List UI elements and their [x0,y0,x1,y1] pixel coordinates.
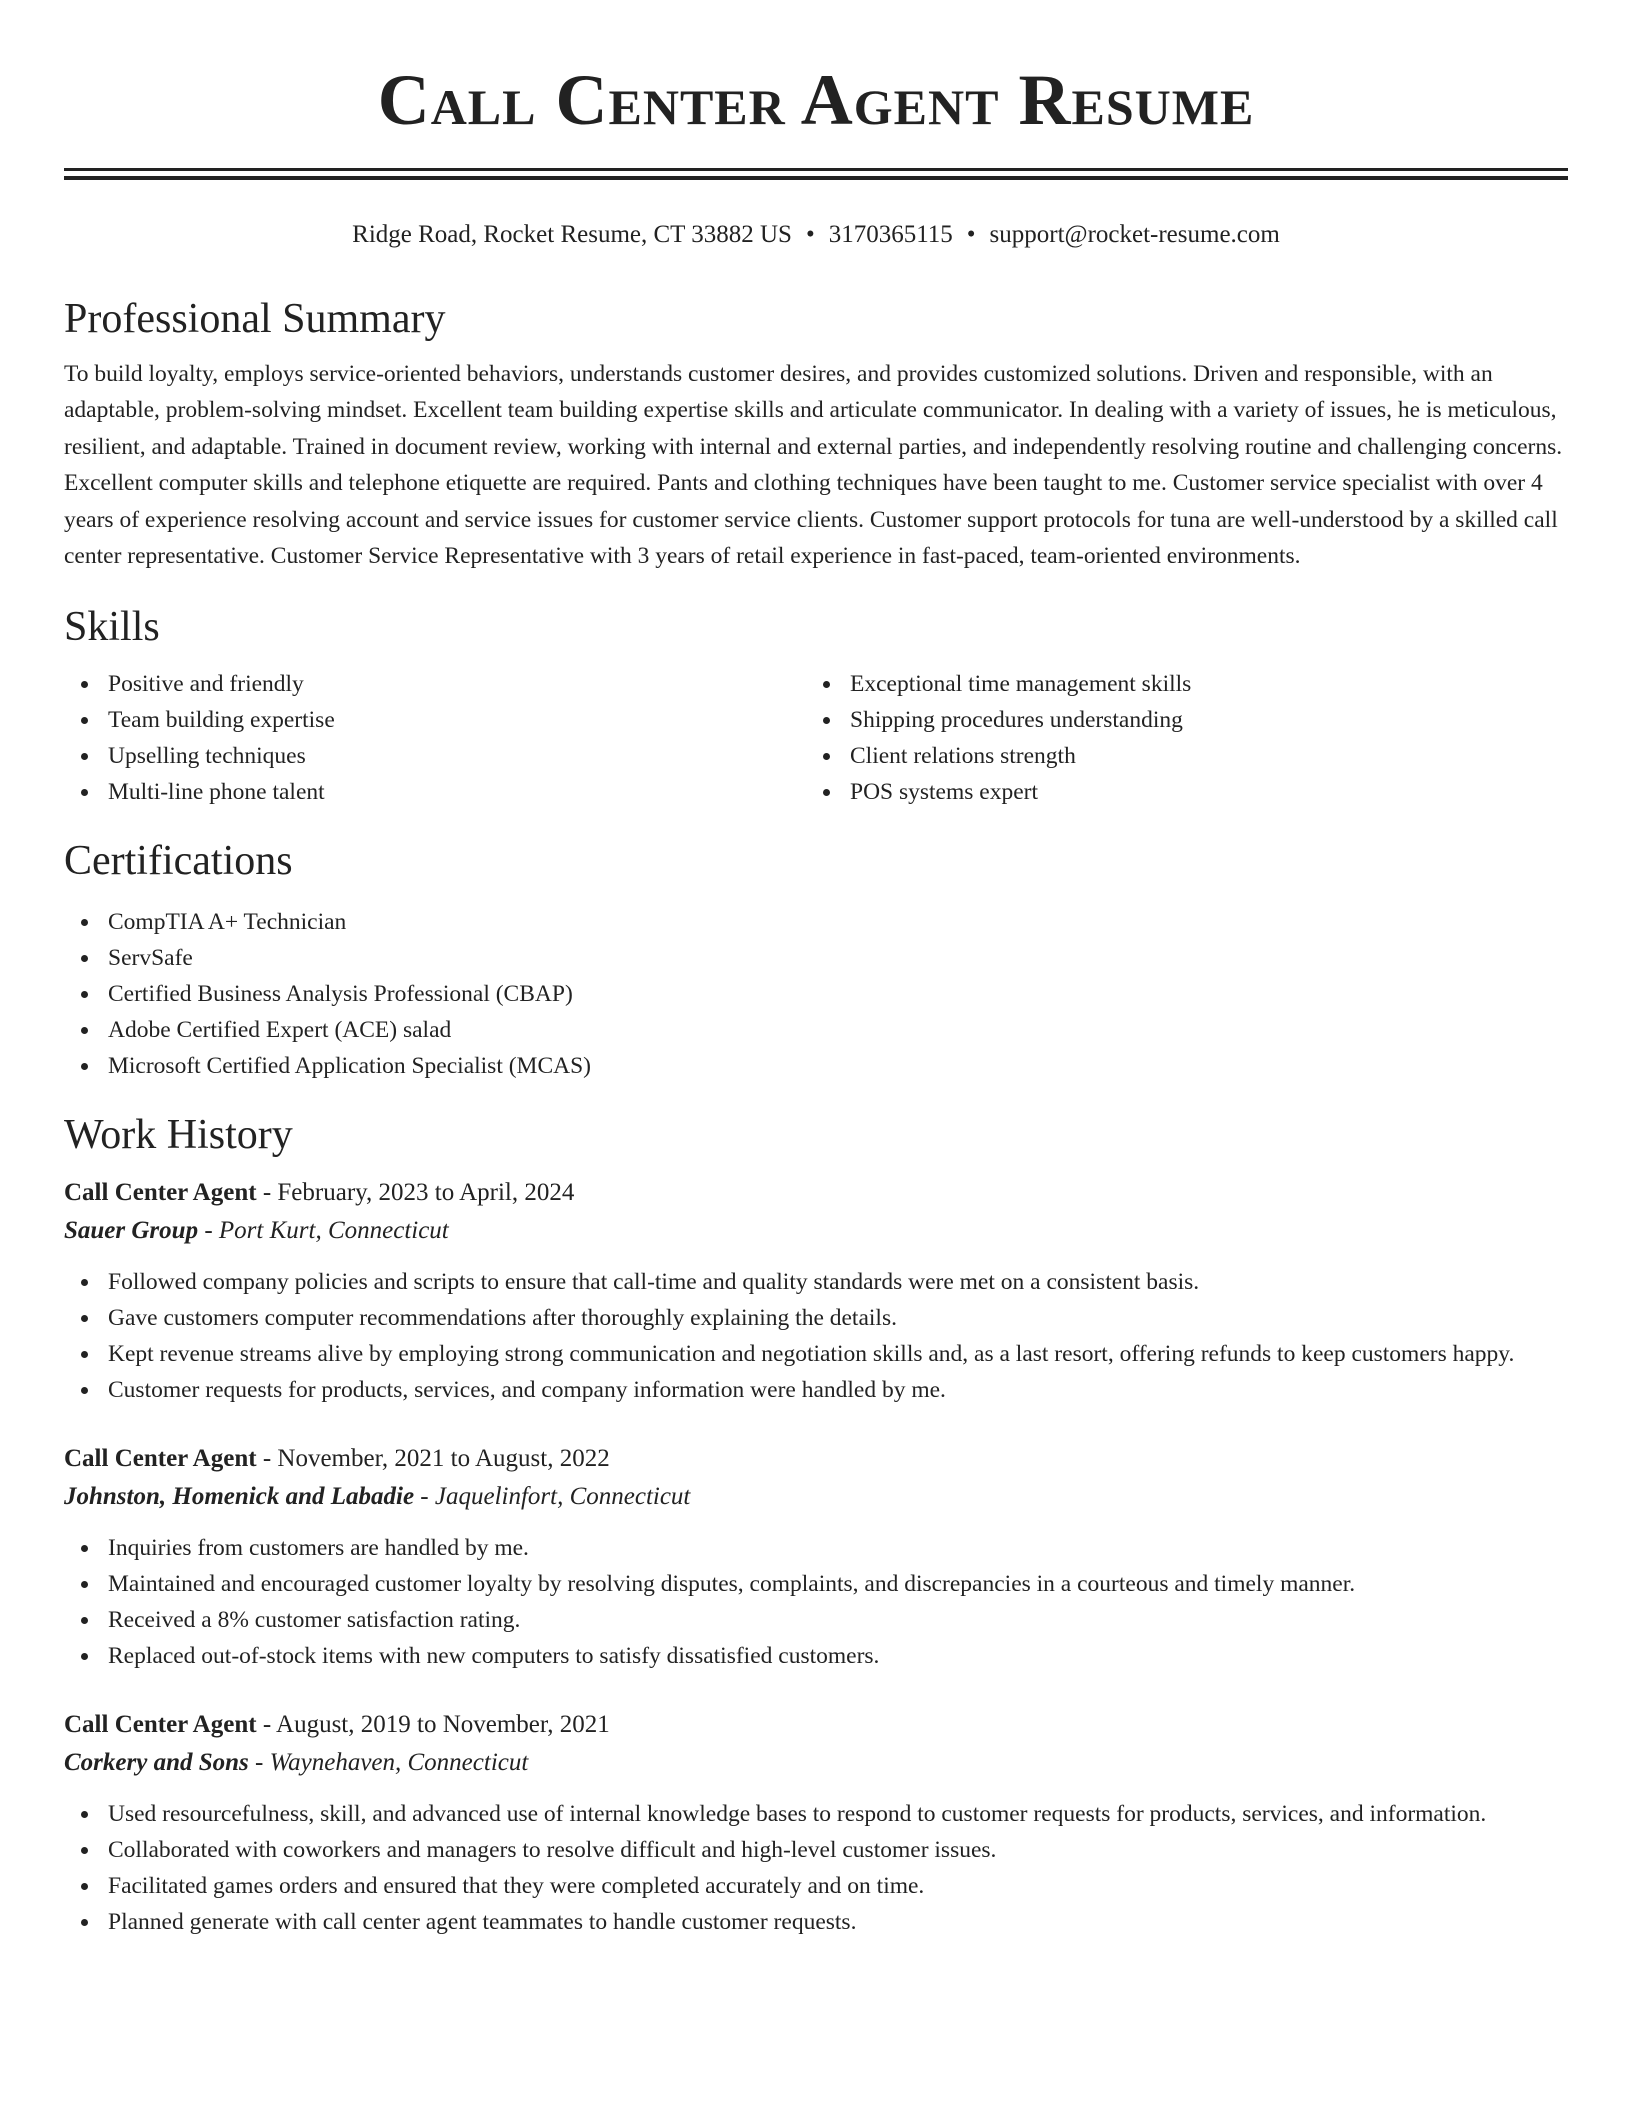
job-bullets [64,1796,1568,1940]
certification-item: Adobe Certified Expert (ACE) salad [64,1012,1568,1048]
contact-separator: • [805,221,815,248]
company-location: - Port Kurt, Connecticut [198,1217,449,1245]
certification-item: CompTIA A+ Technician [64,904,1568,940]
skill-item: Multi-line phone talent [64,774,806,810]
company-location: - Waynehaven, Connecticut [248,1749,529,1777]
skill-item: Shipping procedures understanding [806,702,1548,738]
certifications-list [64,904,1568,1084]
job-bullet: Inquiries from customers are handled by me. [64,1530,1568,1566]
job-entry [64,1440,1568,1674]
company-location: - Jaquelinfort, Connecticut [414,1483,691,1511]
contact-separator: • [966,221,976,248]
job-dates: - August, 2019 to November, 2021 [256,1711,610,1739]
skill-item: POS systems expert [806,774,1548,810]
contact-email: support@rocket-resume.com [989,221,1280,248]
certification-item: Microsoft Certified Application Specialist (MCAS) [64,1048,1568,1084]
company-name: Corkery and Sons [64,1749,249,1777]
job-title: Call Center Agent [64,1711,257,1739]
contact-phone: 3170365115 [828,221,953,248]
skill-item: Upselling techniques [64,738,806,774]
company-name: Sauer Group [64,1217,199,1245]
job-bullet: Received a 8% customer satisfaction rating. [64,1602,1568,1638]
job-entry [64,1174,1568,1408]
job-title: Call Center Agent [64,1179,257,1207]
skill-item: Exceptional time management skills [806,666,1548,702]
certifications-section [64,836,1568,1084]
job-title-line [64,1440,1568,1478]
skills-columns [64,666,1568,810]
job-bullet: Gave customers computer recommendations after thoroughly explaining the details. [64,1300,1568,1336]
skills-list-right [806,666,1548,810]
certifications-heading: Certifications [64,838,293,885]
summary-section [64,294,1568,574]
job-bullet: Facilitated games orders and ensured that they were completed accurately and on time. [64,1868,1568,1904]
job-bullets [64,1264,1568,1408]
contact-address: Ridge Road, Rocket Resume, CT 33882 US [352,221,792,248]
contact-line [64,218,1568,252]
job-bullet: Replaced out-of-stock items with new computers to satisfy dissatisfied customers. [64,1638,1568,1674]
certification-item: Certified Business Analysis Professional (CBAP) [64,976,1568,1012]
skill-item: Team building expertise [64,702,806,738]
company-line [64,1212,1568,1250]
skills-list-left [64,666,806,810]
job-bullet: Maintained and encouraged customer loyalty by resolving disputes, complaints, and discrepancies in a courteous and timely manner. [64,1566,1568,1602]
job-bullet: Planned generate with call center agent teammates to handle customer requests. [64,1904,1568,1940]
job-bullet: Followed company policies and scripts to ensure that call-time and quality standards were met on a consistent basis. [64,1264,1568,1300]
work-history-heading: Work History [64,1112,293,1159]
job-title-line [64,1174,1568,1212]
company-line [64,1744,1568,1782]
company-line [64,1478,1568,1516]
skills-section [64,602,1568,810]
job-dates: - February, 2023 to April, 2024 [256,1179,575,1207]
skill-item: Positive and friendly [64,666,806,702]
skill-item: Client relations strength [806,738,1548,774]
title-divider [64,168,1568,180]
job-bullets [64,1530,1568,1674]
job-title-line [64,1706,1568,1744]
job-bullet: Used resourcefulness, skill, and advanced use of internal knowledge bases to respond to customer requests for products, services, and information. [64,1796,1568,1832]
resume-title: Call Center Agent Resume [377,60,1255,140]
job-bullet: Collaborated with coworkers and managers to resolve difficult and high-level customer issues. [64,1832,1568,1868]
job-title: Call Center Agent [64,1445,257,1473]
work-history-section [64,1110,1568,1940]
job-bullet: Kept revenue streams alive by employing strong communication and negotiation skills and, as a last resort, offering refunds to keep customers happy. [64,1336,1568,1372]
certification-item: ServSafe [64,940,1568,976]
summary-text: To build loyalty, employs service-oriented behaviors, understands customer desires, and provides customized solutions. Driven and responsible, with an adaptable, problem-solving mindset. Excellent team building expertise skills and articulate communicator. In dealing with a variety of issues, he is meticulous, resilient, and adaptable. Trained in document review, working with internal and external parties, and independently resolving routine and challenging concerns. Excellent computer skills and telephone etiquette are required. Pants and clothing techniques have been taught to me. Customer service specialist with over 4 years of experience resolving account and service issues for customer service clients. Customer support protocols for tuna are well-understood by a skilled call center representative. Customer Service Representative with 3 years of retail experience in fast-paced, team-oriented environments. [64,361,1563,570]
company-name: Johnston, Homenick and Labadie [64,1483,415,1511]
job-bullet: Customer requests for products, services, and company information were handled by me. [64,1372,1568,1408]
summary-heading: Professional Summary [64,296,446,342]
job-dates: - November, 2021 to August, 2022 [256,1445,610,1473]
skills-heading: Skills [64,604,160,651]
job-entry [64,1706,1568,1940]
